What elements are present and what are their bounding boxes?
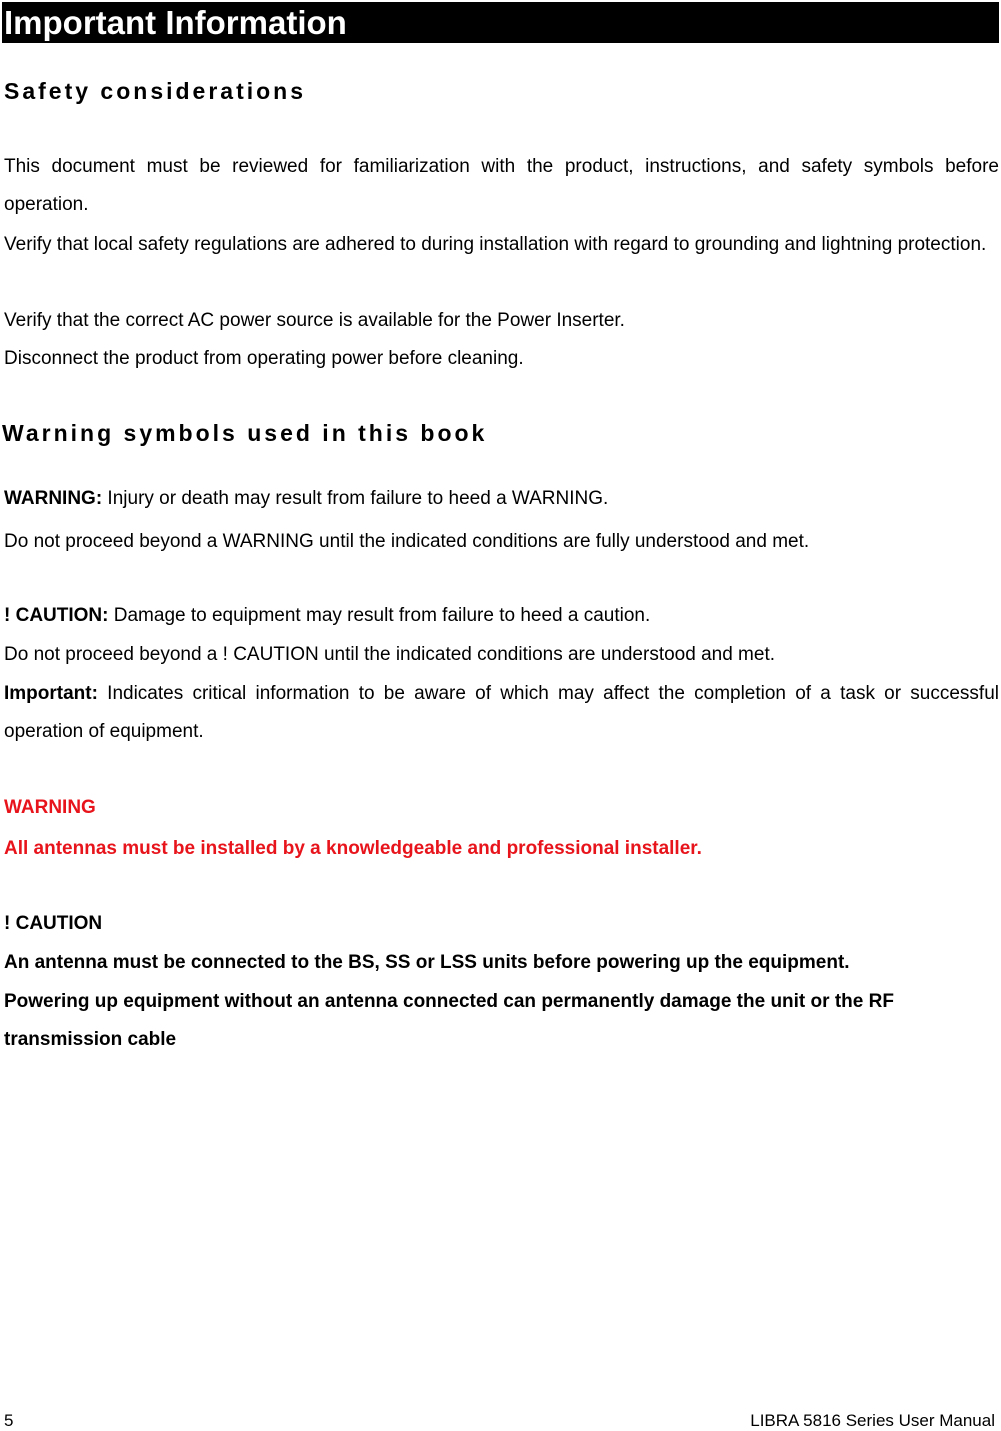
warning-definition-line2: Do not proceed beyond a WARNING until the indicated conditions are fully understood and met. (4, 531, 810, 552)
important-definition (4, 675, 999, 751)
manual-title: LIBRA 5816 Series User Manual (750, 1411, 995, 1430)
safety-paragraph-1: This document must be reviewed for familiarization with the product, instructions, and safety symbols before operation. (4, 156, 999, 215)
caution-block-line1: An antenna must be connected to the BS, SS or LSS units before powering up the equipment. (4, 952, 850, 973)
warning-definition-label: WARNING: (4, 488, 103, 509)
important-definition-label: Important: (4, 683, 98, 704)
safety-paragraph-3: Verify that the correct AC power source is available for the Power Inserter. (4, 310, 625, 331)
warning-block-text: All antennas must be installed by a knowledgeable and professional installer. (4, 838, 702, 859)
caution-block-label: ! CAUTION (4, 913, 103, 934)
safety-paragraph-4: Disconnect the product from operating power before cleaning. (4, 348, 524, 369)
safety-paragraph-2: Verify that local safety regulations are adhered to during installation with regard to grounding and lightning protection. (4, 234, 987, 255)
caution-definition-line2: Do not proceed beyond a ! CAUTION until the indicated conditions are understood and met. (4, 644, 776, 665)
page-number: 5 (4, 1411, 14, 1430)
page-title: Important Information (2, 2, 999, 43)
caution-definition-label: ! CAUTION: (4, 605, 109, 626)
caution-definition-text: Damage to equipment may result from failure to heed a caution. (108, 605, 651, 626)
caution-definition (4, 597, 999, 635)
warning-definition-text: Injury or death may result from failure to heed a WARNING. (102, 488, 609, 509)
warning-symbols-heading: Warning symbols used in this book (2, 420, 488, 446)
caution-block-line2: Powering up equipment without an antenna connected can permanently damage the unit or the RF transmission cable (4, 991, 894, 1050)
safety-heading: Safety considerations (4, 78, 307, 104)
warning-definition (4, 480, 999, 518)
important-definition-text: Indicates critical information to be aware of which may affect the completion of a task or successful operation of equipment. (4, 683, 999, 742)
warning-block-label: WARNING (4, 797, 96, 818)
